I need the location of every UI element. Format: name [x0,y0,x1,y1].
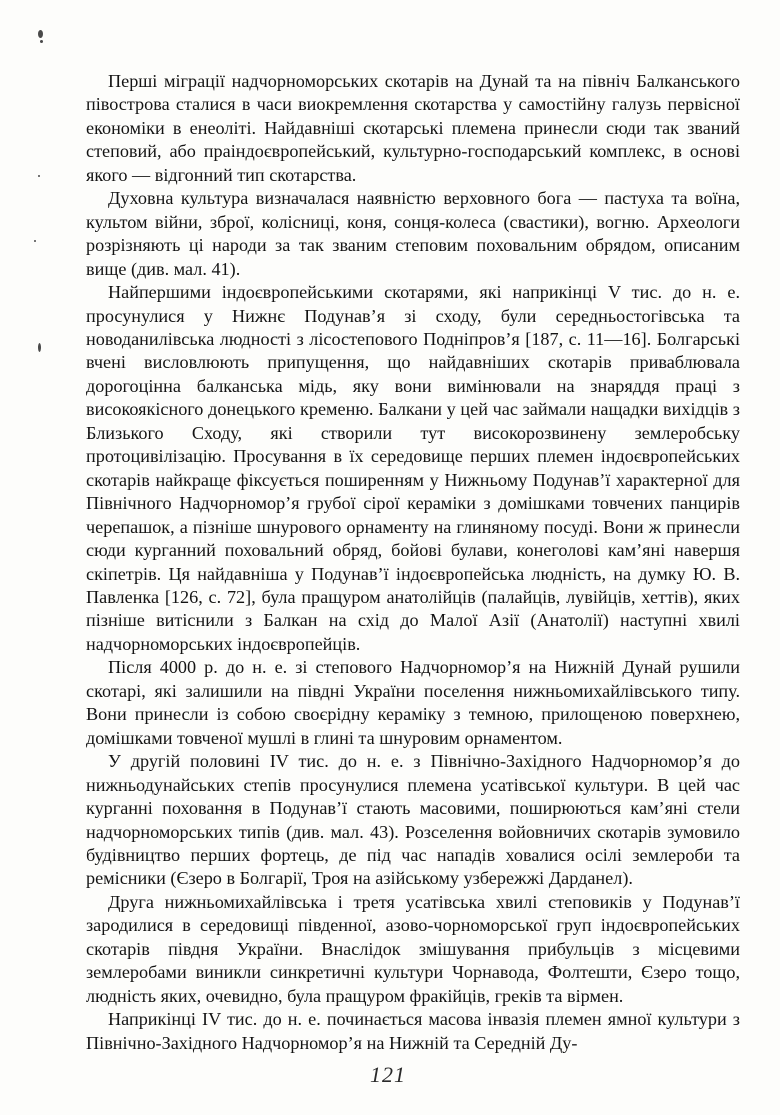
paragraph-5: У другій половині IV тис. до н. е. з Північно-Західного Надчорномор’я до нижньодунайських степів просунулися племена усатівської культури. В цей час курганні поховання в Подунав’ї стають масовими, поширюються кам’яні стели надчорноморських типів (див. мал. 43). Розселення войовничих скотарів зумовило будівництво перших фортець, де під час нападів ховалися осілі землероби та ремісники (Єзеро в Болгарії, Троя на азійському узбережжі Дарданел). [86,751,740,889]
scan-speck [34,240,36,242]
scan-speck [40,40,43,43]
paragraph-7: Наприкінці IV тис. до н. е. починається масова інвазія племен ямної культури з Північно-Західного Надчорномор’я на Нижній та Середній Ду- [86,1009,740,1053]
paragraph-4: Після 4000 р. до н. е. зі степового Надчорномор’я на Нижній Дунай рушили скотарі, які залишили на півдні України поселення нижньомихайлівського типу. Вони принесли із собою своєрідну кераміку з темною, прилощеною поверхнею, домішками товченої мушлі в глині та шнуровим орнаментом. [86,657,740,748]
paragraph-2: Духовна культура визначалася наявністю верховного бога — пастуха та воїна, культом війни, зброї, колісниці, коня, сонця-колеса (свастики), вогню. Археологи розрізняють ці народи за так званим степовим поховальним обрядом, описаним вище (див. мал. 41). [86,188,740,279]
page-number: 121 [370,1062,406,1087]
paragraph-3: Найпершими індоєвропейськими скотарями, які наприкінці V тис. до н. е. просунулися у Нижнє Подунав’я зі сходу, були середньостогівська та новоданилівська людності з лісостепового Подніпров’я [187, с. 11—16]. Болгарські вчені висловлюють припущення, що найдавніших скотарів приваблювала дорогоцінна балканська мідь, яку вони вимінювали на знаряддя праці з високоякісного донецького кременю. Балкани у цей час займали нащадки вихідців з Близького Сходу, які створили тут високорозвинену землеробську протоцивілізацію. Просування в їх середовище перших племен індоєвропейських скотарів найкраще фіксується поширенням у Нижньому Подунав’ї характерної для Північного Надчорномор’я грубої сірої кераміки з домішками товчених панцирів черепашок, а пізніше шнурового орнаменту на глиняному посуді. Вони ж принесли сюди курганний поховальний обряд, бойові булави, конеголові кам’яні навершя скіпетрів. Ця найдавніша у Подунав’ї індоєвропейська людність, на думку Ю. В. Павленка [126, с. 72], була пращуром анатолійців (палайців, лувійців, хеттів), яких пізніше витіснили з Балкан на схід до Малої Азії (Анатолії) наступні хвилі надчорноморських індоєвропейців. [86,282,740,654]
scan-speck [38,343,41,352]
paragraph-6: Друга нижньомихайлівська і третя усатівська хвилі степовиків у Подунав’ї зародилися в середовищі південної, азово-чорноморської груп індоєвропейських скотарів півдня України. Внаслідок змішування прибульців з місцевими землеробами виникли синкретичні культури Чорнавода, Фолтешти, Єзеро тощо, людність яких, очевидно, була пращуром фракійців, греків та вірмен. [86,891,740,1006]
scan-speck [38,30,43,38]
paragraph-1: Перші міграції надчорноморських скотарів на Дунай та на північ Балканського півострова сталися в часи виокремлення скотарства у самостійну галузь первісної економіки в енеоліті. Найдавніші скотарські племена принесли сюди так званий степовий, або праіндоєвропейський, культурно-господарський комплекс, в основі якого — відгонний тип скотарства. [86,71,740,185]
page-body [86,70,740,1055]
scan-speck [38,175,40,177]
